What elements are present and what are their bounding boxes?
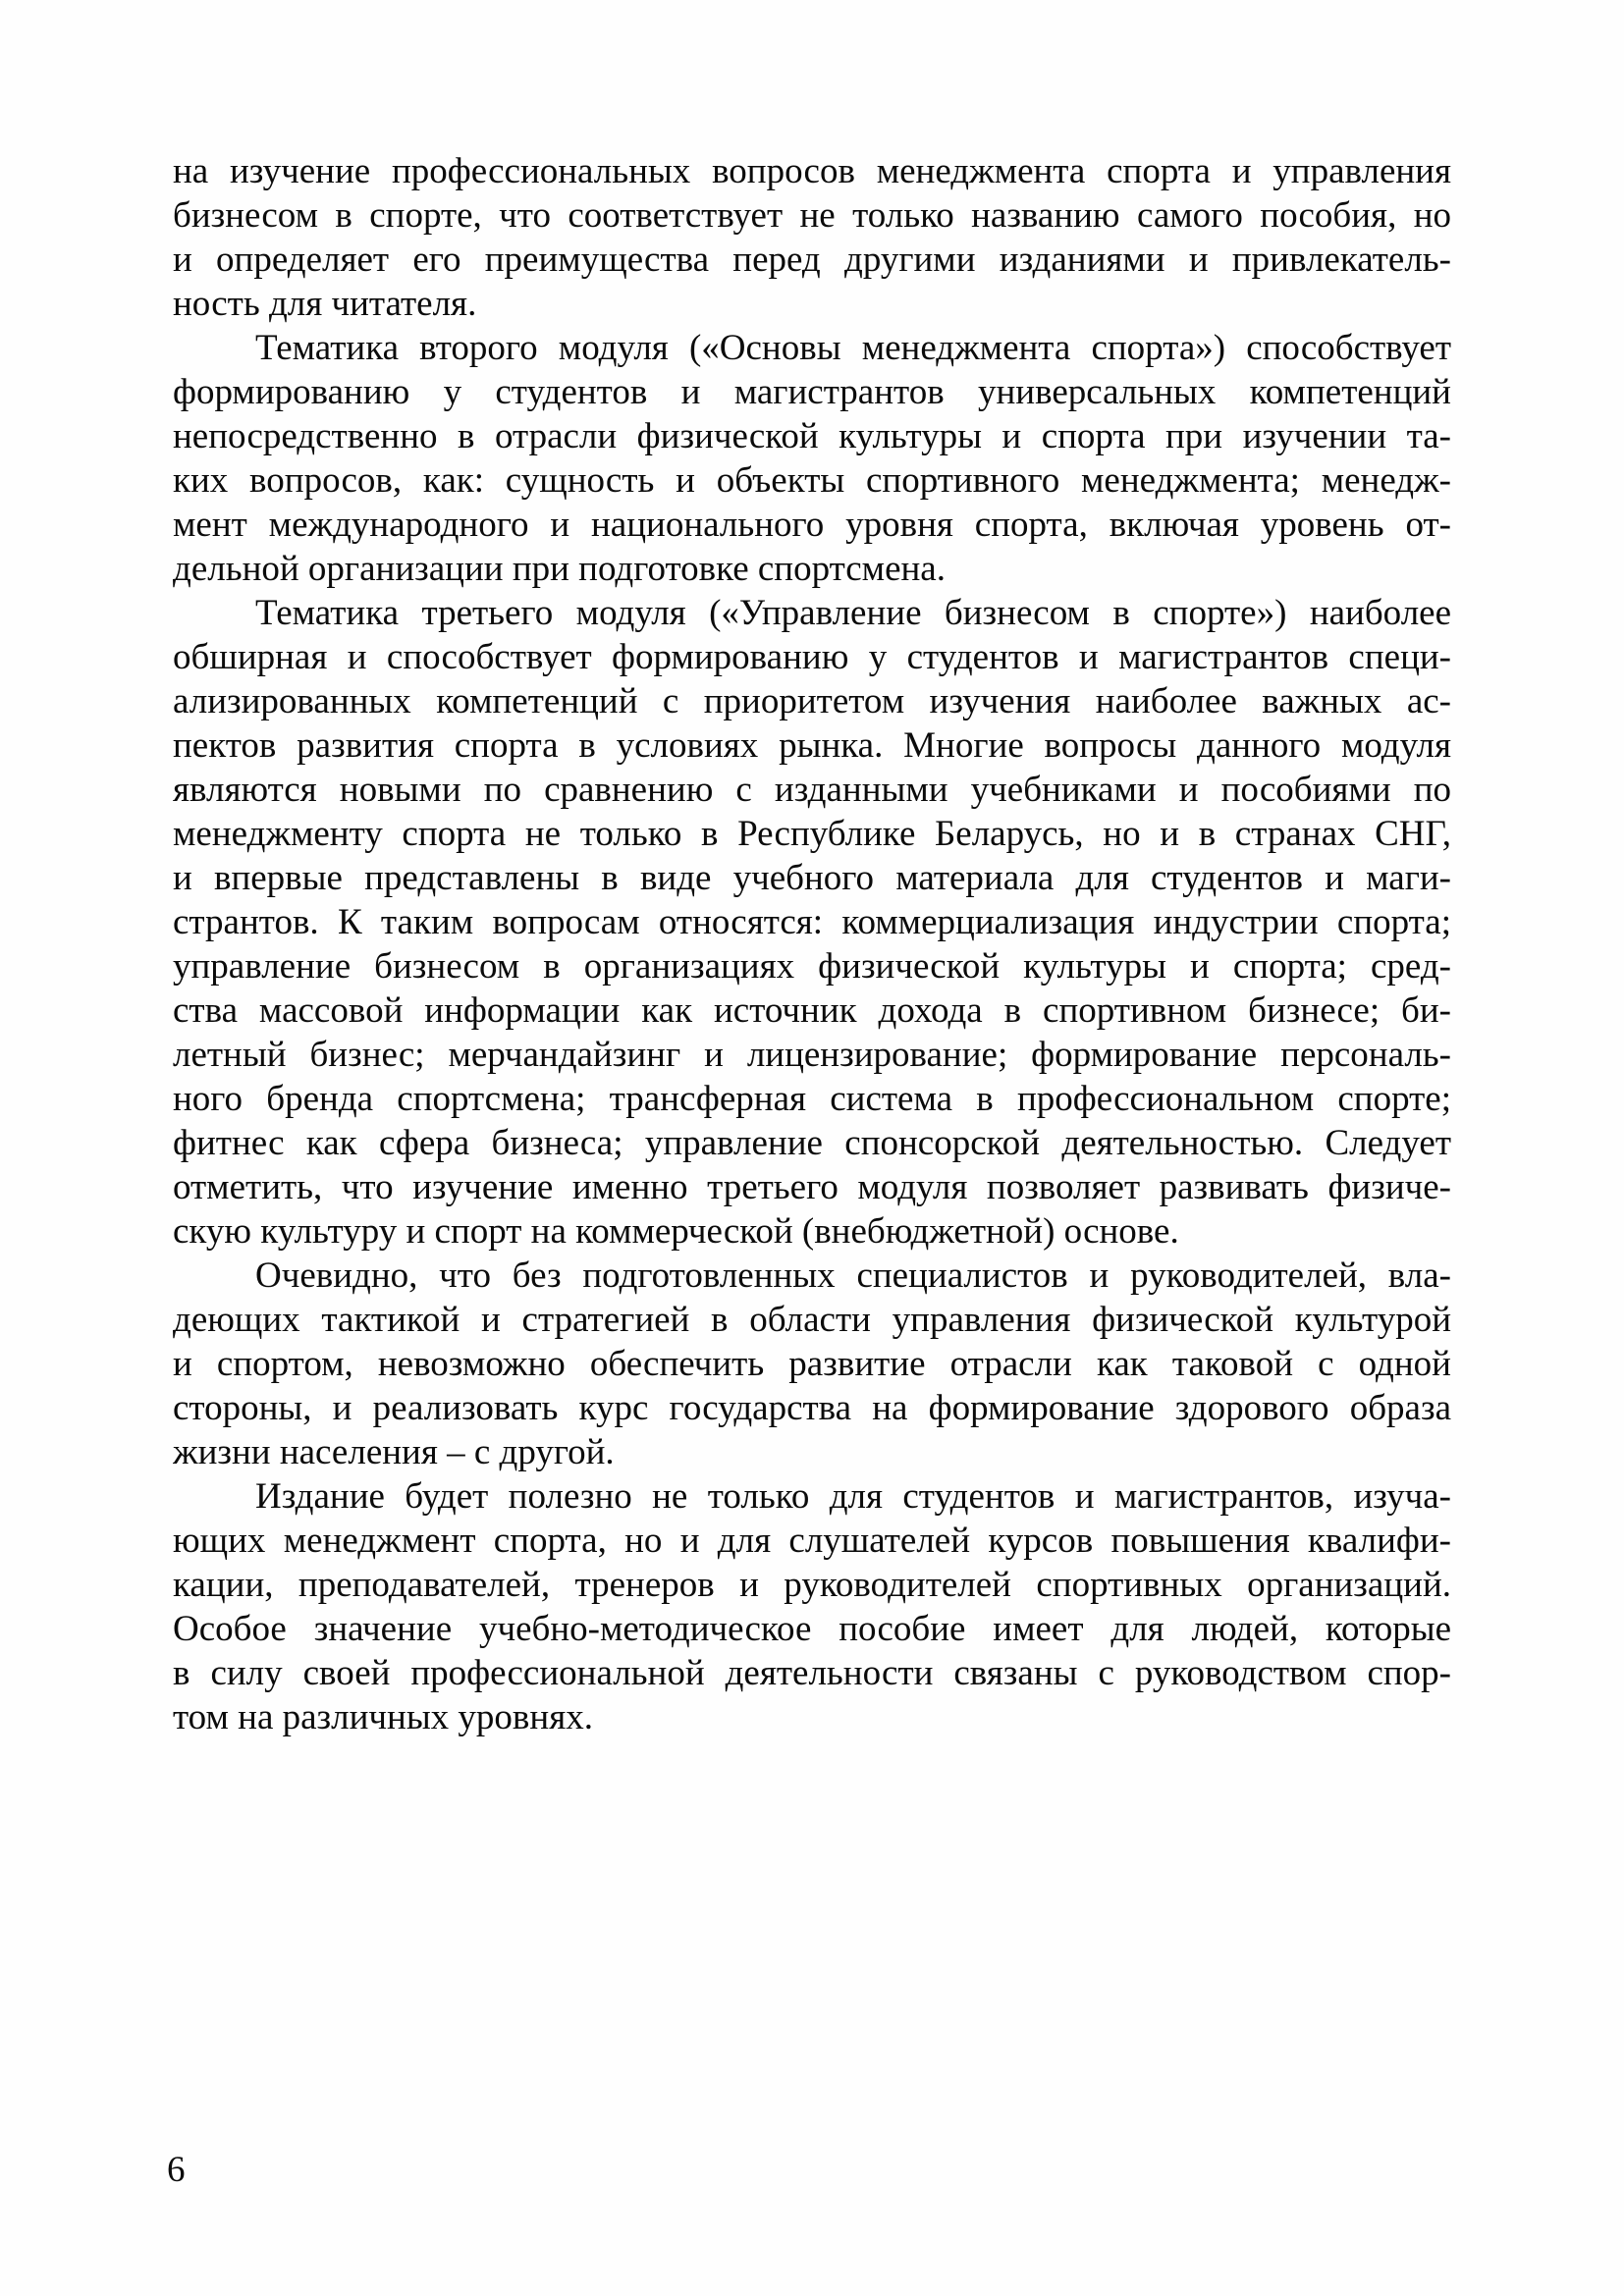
text-line: Тематика третьего модуля («Управление бизнесом в спорте») наиболее [255, 593, 1451, 633]
paragraph [173, 1474, 1451, 1739]
text-line: и впервые представлены в виде учебного материала для студентов и маги- [173, 858, 1451, 898]
paragraph [173, 1254, 1451, 1474]
text-line: кации, преподавателей, тренеров и руководителей спортивных организаций. [173, 1565, 1451, 1605]
text-line: странтов. К таким вопросам относятся: коммерциализация индустрии спорта; [173, 902, 1451, 942]
text-line: мент международного и национального уровня спорта, включая уровень от- [173, 505, 1451, 545]
text-line: скую культуру и спорт на коммерческой (внебюджетной) основе. [173, 1211, 1179, 1252]
text-line: летный бизнес; мерчандайзинг и лицензирование; формирование персональ- [173, 1035, 1451, 1075]
text-line: ства массовой информации как источник дохода в спортивном бизнесе; би- [173, 990, 1451, 1031]
text-line: и определяет его преимущества перед другими изданиями и привлекатель- [173, 240, 1451, 280]
text-line: на изучение профессиональных вопросов менеджмента спорта и управления [173, 151, 1451, 191]
text-line: ких вопросов, как: сущность и объекты спортивного менеджмента; менедж- [173, 460, 1451, 501]
text-line: фитнес как сфера бизнеса; управление спонсорской деятельностью. Следует [173, 1123, 1451, 1163]
paragraph [173, 326, 1451, 591]
text-line: управление бизнесом в организациях физической культуры и спорта; сред- [173, 946, 1451, 987]
text-line: ющих менеджмент спорта, но и для слушателей курсов повышения квалифи- [173, 1521, 1451, 1561]
paragraph [173, 591, 1451, 1254]
text-line: Очевидно, что без подготовленных специалистов и руководителей, вла- [255, 1255, 1451, 1296]
text-line: стороны, и реализовать курс государства на формирование здорового образа [173, 1388, 1451, 1428]
text-line: формированию у студентов и магистрантов универсальных компетенций [173, 372, 1451, 412]
text-line: отметить, что изучение именно третьего модуля позволяет развивать физиче- [173, 1167, 1451, 1207]
text-line: менеджменту спорта не только в Республике Беларусь, но и в странах СНГ, [173, 814, 1451, 854]
paragraph [173, 149, 1451, 326]
text-line: ность для читателя. [173, 284, 477, 324]
text-line: ного бренда спортсмена; трансферная система в профессиональном спорте; [173, 1079, 1451, 1119]
text-line: том на различных уровнях. [173, 1697, 593, 1737]
text-line: пектов развития спорта в условиях рынка. Многие вопросы данного модуля [173, 725, 1451, 766]
text-line: в силу своей профессиональной деятельности связаны с руководством спор- [173, 1653, 1451, 1693]
text-line: Тематика второго модуля («Основы менеджмента спорта») способствует [255, 328, 1451, 368]
body-text [173, 149, 1451, 1739]
text-line: Издание будет полезно не только для студентов и магистрантов, изуча- [255, 1476, 1451, 1517]
text-line: бизнесом в спорте, что соответствует не только названию самого пособия, но [173, 195, 1451, 236]
text-line: и спортом, невозможно обеспечить развитие отрасли как таковой с одной [173, 1344, 1451, 1384]
page-number: 6 [167, 2150, 186, 2190]
text-line: дельной организации при подготовке спортсмена. [173, 549, 946, 589]
text-line: являются новыми по сравнению с изданными учебниками и пособиями по [173, 770, 1451, 810]
text-line: обширная и способствует формированию у студентов и магистрантов специ- [173, 637, 1451, 677]
text-line: непосредственно в отрасли физической культуры и спорта при изучении та- [173, 416, 1451, 456]
text-line: жизни населения – с другой. [173, 1432, 615, 1472]
text-line: деющих тактикой и стратегией в области управления физической культурой [173, 1300, 1451, 1340]
text-line: ализированных компетенций с приоритетом изучения наиболее важных ас- [173, 681, 1451, 721]
text-line: Особое значение учебно-методическое пособие имеет для людей, которые [173, 1609, 1451, 1649]
